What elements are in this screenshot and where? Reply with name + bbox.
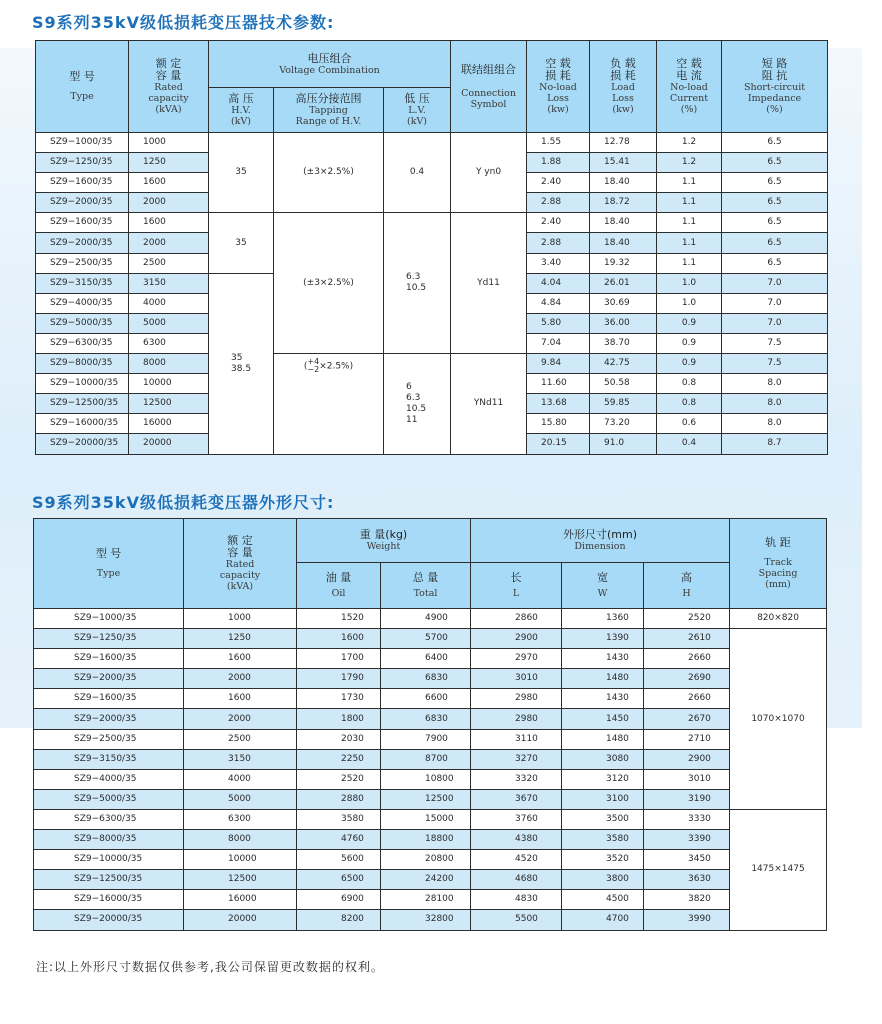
- cell-load-loss: 50.58: [590, 374, 657, 394]
- header-connection: 联结组组合 Connection Symbol: [451, 41, 527, 133]
- cell-load-loss: 30.69: [590, 293, 657, 313]
- cell-model: SZ9−12500/35: [34, 870, 184, 890]
- cell-load-loss: 38.70: [590, 333, 657, 353]
- cell-tapping-group: (±3×2.5%): [274, 213, 384, 354]
- cell-total: 10800: [381, 769, 471, 789]
- cell-length: 3670: [471, 789, 562, 809]
- cell-width: 1430: [562, 689, 644, 709]
- cell-load-loss: 42.75: [590, 354, 657, 374]
- cell-connection-group: Yd11: [451, 213, 527, 354]
- cell-total: 6400: [381, 649, 471, 669]
- cell-noload-loss: 4.84: [527, 293, 590, 313]
- cell-tapping-group: (±3×2.5%): [274, 133, 384, 213]
- cell-model: SZ9−6300/35: [36, 333, 129, 353]
- cell-capacity: 20000: [129, 434, 209, 454]
- cell-capacity: 4000: [184, 769, 297, 789]
- cell-length: 2970: [471, 649, 562, 669]
- cell-oil: 1520: [297, 609, 381, 629]
- cell-length: 2980: [471, 689, 562, 709]
- cell-noload-loss: 1.55: [527, 133, 590, 153]
- cell-capacity: 5000: [129, 313, 209, 333]
- cell-capacity: 1250: [129, 153, 209, 173]
- cell-model: SZ9−2500/35: [34, 729, 184, 749]
- cell-short-circuit: 7.0: [722, 313, 828, 333]
- cell-noload-current: 1.1: [657, 173, 722, 193]
- cell-height: 3990: [644, 910, 730, 930]
- cell-lv-group: 6 6.3 10.5 11: [384, 354, 451, 454]
- table-row: [34, 669, 827, 689]
- cell-noload-loss: 9.84: [527, 354, 590, 374]
- cell-model: SZ9−1250/35: [36, 153, 129, 173]
- cell-capacity: 2500: [184, 729, 297, 749]
- cell-load-loss: 73.20: [590, 414, 657, 434]
- cell-total: 20800: [381, 850, 471, 870]
- header-load-loss: 负 载 损 耗 Load Loss (kw): [590, 41, 657, 133]
- cell-noload-current: 0.9: [657, 354, 722, 374]
- cell-oil: 2520: [297, 769, 381, 789]
- tech-params-table: [35, 40, 828, 455]
- section2-title: S9系列35kV级低损耗变压器外形尺寸:: [32, 493, 335, 512]
- header-type: 型 号 Type: [34, 519, 184, 609]
- cell-load-loss: 18.40: [590, 233, 657, 253]
- cell-load-loss: 91.0: [590, 434, 657, 454]
- table-row: [34, 910, 827, 930]
- cell-model: SZ9−16000/35: [36, 414, 129, 434]
- cell-model: SZ9−3150/35: [34, 749, 184, 769]
- cell-width: 3100: [562, 789, 644, 809]
- cell-height: 2900: [644, 749, 730, 769]
- cell-load-loss: 18.40: [590, 173, 657, 193]
- cell-tapping-group: ( + − 4 2 ×2.5%): [274, 354, 384, 454]
- cell-capacity: 2000: [129, 233, 209, 253]
- cell-total: 4900: [381, 609, 471, 629]
- cell-model: SZ9−4000/35: [36, 293, 129, 313]
- cell-model: SZ9−1000/35: [36, 133, 129, 153]
- cell-capacity: 2000: [184, 709, 297, 729]
- cell-noload-loss: 20.15: [527, 434, 590, 454]
- cell-length: 3270: [471, 749, 562, 769]
- cell-short-circuit: 6.5: [722, 173, 828, 193]
- cell-noload-loss: 15.80: [527, 414, 590, 434]
- cell-capacity: 12500: [184, 870, 297, 890]
- cell-capacity: 4000: [129, 293, 209, 313]
- header-short-circuit: 短 路 阻 抗 Short-circuit Impedance (%): [722, 41, 828, 133]
- cell-load-loss: 26.01: [590, 273, 657, 293]
- cell-width: 3520: [562, 850, 644, 870]
- cell-model: SZ9−5000/35: [36, 313, 129, 333]
- cell-capacity: 16000: [184, 890, 297, 910]
- cell-width: 1430: [562, 649, 644, 669]
- cell-height: 2670: [644, 709, 730, 729]
- cell-length: 3760: [471, 809, 562, 829]
- table-row: [34, 789, 827, 809]
- cell-noload-current: 0.4: [657, 434, 722, 454]
- table-row: [34, 850, 827, 870]
- cell-oil: 5600: [297, 850, 381, 870]
- cell-noload-current: 1.1: [657, 233, 722, 253]
- cell-short-circuit: 8.0: [722, 394, 828, 414]
- cell-total: 15000: [381, 809, 471, 829]
- table-row: [34, 629, 827, 649]
- cell-noload-current: 1.1: [657, 213, 722, 233]
- cell-length: 2860: [471, 609, 562, 629]
- cell-model: SZ9−3150/35: [36, 273, 129, 293]
- header-capacity: 额 定 容 量 Rated capacity (kVA): [129, 41, 209, 133]
- cell-noload-current: 0.8: [657, 374, 722, 394]
- cell-oil: 2880: [297, 789, 381, 809]
- cell-noload-current: 1.1: [657, 253, 722, 273]
- cell-height: 3820: [644, 890, 730, 910]
- cell-length: 4830: [471, 890, 562, 910]
- dimensions-table: [33, 518, 827, 931]
- cell-capacity: 8000: [184, 830, 297, 850]
- cell-total: 8700: [381, 749, 471, 769]
- header-type: 型 号 Type: [36, 41, 129, 133]
- cell-model: SZ9−2000/35: [34, 669, 184, 689]
- cell-height: 2610: [644, 629, 730, 649]
- cell-lv-group: 6.3 10.5: [384, 213, 451, 354]
- cell-width: 4500: [562, 890, 644, 910]
- cell-short-circuit: 6.5: [722, 253, 828, 273]
- table-row: [34, 870, 827, 890]
- cell-short-circuit: 6.5: [722, 213, 828, 233]
- cell-width: 3800: [562, 870, 644, 890]
- cell-capacity: 16000: [129, 414, 209, 434]
- cell-track-spacing: 1475×1475: [730, 809, 827, 930]
- cell-hv-group: 35 38.5: [209, 273, 274, 454]
- cell-total: 6600: [381, 689, 471, 709]
- cell-height: 3330: [644, 809, 730, 829]
- cell-short-circuit: 7.0: [722, 293, 828, 313]
- cell-capacity: 1000: [129, 133, 209, 153]
- cell-model: SZ9−1600/35: [36, 213, 129, 233]
- cell-load-loss: 18.40: [590, 213, 657, 233]
- cell-model: SZ9−4000/35: [34, 769, 184, 789]
- cell-total: 12500: [381, 789, 471, 809]
- cell-length: 3320: [471, 769, 562, 789]
- header-total: 总 量 Total: [381, 563, 471, 609]
- cell-height: 2690: [644, 669, 730, 689]
- cell-width: 1360: [562, 609, 644, 629]
- cell-total: 6830: [381, 709, 471, 729]
- cell-noload-loss: 2.40: [527, 213, 590, 233]
- header-track-spacing: 轨 距 Track Spacing (mm): [730, 519, 827, 609]
- table-row: [36, 213, 828, 233]
- cell-length: 3110: [471, 729, 562, 749]
- header-tapping: 高压分接范围 Tapping Range of H.V.: [274, 88, 384, 133]
- table-row: [34, 769, 827, 789]
- cell-height: 3190: [644, 789, 730, 809]
- cell-hv-group: 35: [209, 213, 274, 273]
- cell-height: 2660: [644, 689, 730, 709]
- cell-height: 3630: [644, 870, 730, 890]
- cell-model: SZ9−16000/35: [34, 890, 184, 910]
- table-row: [36, 133, 828, 153]
- cell-model: SZ9−12500/35: [36, 394, 129, 414]
- cell-width: 1480: [562, 729, 644, 749]
- cell-noload-loss: 7.04: [527, 333, 590, 353]
- cell-noload-loss: 11.60: [527, 374, 590, 394]
- cell-oil: 8200: [297, 910, 381, 930]
- cell-oil: 1790: [297, 669, 381, 689]
- cell-length: 3010: [471, 669, 562, 689]
- cell-load-loss: 18.72: [590, 193, 657, 213]
- cell-noload-loss: 3.40: [527, 253, 590, 273]
- cell-noload-loss: 5.80: [527, 313, 590, 333]
- cell-model: SZ9−20000/35: [34, 910, 184, 930]
- cell-short-circuit: 6.5: [722, 193, 828, 213]
- cell-model: SZ9−6300/35: [34, 809, 184, 829]
- cell-noload-current: 1.0: [657, 273, 722, 293]
- cell-model: SZ9−1600/35: [34, 689, 184, 709]
- cell-noload-current: 1.0: [657, 293, 722, 313]
- header-width: 宽 W: [562, 563, 644, 609]
- table-row: [34, 809, 827, 829]
- cell-noload-current: 0.8: [657, 394, 722, 414]
- header-height: 高 H: [644, 563, 730, 609]
- cell-capacity: 2500: [129, 253, 209, 273]
- cell-length: 5500: [471, 910, 562, 930]
- cell-load-loss: 15.41: [590, 153, 657, 173]
- cell-oil: 1600: [297, 629, 381, 649]
- cell-length: 4380: [471, 830, 562, 850]
- cell-width: 3080: [562, 749, 644, 769]
- cell-noload-loss: 2.40: [527, 173, 590, 193]
- table-row: [34, 609, 827, 629]
- cell-noload-current: 0.9: [657, 313, 722, 333]
- cell-length: 4520: [471, 850, 562, 870]
- cell-capacity: 1600: [129, 213, 209, 233]
- cell-total: 32800: [381, 910, 471, 930]
- cell-short-circuit: 6.5: [722, 153, 828, 173]
- header-capacity: 额 定 容 量 Rated capacity (kVA): [184, 519, 297, 609]
- cell-oil: 1800: [297, 709, 381, 729]
- cell-height: 2520: [644, 609, 730, 629]
- header-weight: 重 量(kg) Weight: [297, 519, 471, 563]
- cell-height: 3450: [644, 850, 730, 870]
- cell-noload-current: 1.2: [657, 133, 722, 153]
- cell-oil: 6900: [297, 890, 381, 910]
- cell-noload-loss: 2.88: [527, 193, 590, 213]
- cell-oil: 1730: [297, 689, 381, 709]
- table-row: [34, 729, 827, 749]
- header-dimension: 外形尺寸(mm) Dimension: [471, 519, 730, 563]
- cell-hv-group: 35: [209, 133, 274, 213]
- cell-oil: 1700: [297, 649, 381, 669]
- cell-model: SZ9−2000/35: [36, 193, 129, 213]
- cell-model: SZ9−1600/35: [36, 173, 129, 193]
- cell-oil: 2030: [297, 729, 381, 749]
- cell-width: 1450: [562, 709, 644, 729]
- cell-height: 3010: [644, 769, 730, 789]
- cell-model: SZ9−5000/35: [34, 789, 184, 809]
- table-row: [34, 709, 827, 729]
- cell-model: SZ9−2000/35: [36, 233, 129, 253]
- cell-total: 7900: [381, 729, 471, 749]
- cell-oil: 2250: [297, 749, 381, 769]
- header-oil: 油 量 Oil: [297, 563, 381, 609]
- table-row: [34, 890, 827, 910]
- cell-oil: 4760: [297, 830, 381, 850]
- table-row: [34, 689, 827, 709]
- cell-capacity: 20000: [184, 910, 297, 930]
- cell-model: SZ9−10000/35: [36, 374, 129, 394]
- footnote: 注:以上外形尺寸数据仅供参考,我公司保留更改数据的权利。: [36, 960, 384, 974]
- cell-noload-loss: 2.88: [527, 233, 590, 253]
- cell-connection-group: YNd11: [451, 354, 527, 454]
- cell-height: 3390: [644, 830, 730, 850]
- cell-height: 2710: [644, 729, 730, 749]
- cell-load-loss: 36.00: [590, 313, 657, 333]
- cell-width: 3500: [562, 809, 644, 829]
- cell-total: 28100: [381, 890, 471, 910]
- header-lv: 低 压 L.V. (kV): [384, 88, 451, 133]
- cell-track-spacing: 1070×1070: [730, 629, 827, 810]
- table-row: [34, 649, 827, 669]
- cell-model: SZ9−20000/35: [36, 434, 129, 454]
- cell-short-circuit: 7.0: [722, 273, 828, 293]
- cell-capacity: 1600: [129, 173, 209, 193]
- header-noload-loss: 空 载 损 耗 No-load Loss (kw): [527, 41, 590, 133]
- cell-capacity: 1600: [184, 649, 297, 669]
- cell-length: 4680: [471, 870, 562, 890]
- cell-noload-current: 1.1: [657, 193, 722, 213]
- cell-capacity: 2000: [184, 669, 297, 689]
- cell-model: SZ9−2000/35: [34, 709, 184, 729]
- cell-model: SZ9−8000/35: [34, 830, 184, 850]
- table-row: [34, 749, 827, 769]
- cell-oil: 6500: [297, 870, 381, 890]
- cell-lv-group: 0.4: [384, 133, 451, 213]
- cell-capacity: 2000: [129, 193, 209, 213]
- cell-short-circuit: 8.0: [722, 414, 828, 434]
- cell-width: 1390: [562, 629, 644, 649]
- cell-total: 6830: [381, 669, 471, 689]
- cell-capacity: 5000: [184, 789, 297, 809]
- cell-noload-current: 0.6: [657, 414, 722, 434]
- cell-model: SZ9−1250/35: [34, 629, 184, 649]
- cell-noload-loss: 1.88: [527, 153, 590, 173]
- header-length: 长 L: [471, 563, 562, 609]
- cell-short-circuit: 8.7: [722, 434, 828, 454]
- cell-capacity: 12500: [129, 394, 209, 414]
- cell-model: SZ9−1600/35: [34, 649, 184, 669]
- cell-short-circuit: 6.5: [722, 133, 828, 153]
- table-row: [36, 354, 828, 374]
- cell-capacity: 3150: [184, 749, 297, 769]
- cell-short-circuit: 8.0: [722, 374, 828, 394]
- cell-noload-loss: 13.68: [527, 394, 590, 414]
- cell-capacity: 3150: [129, 273, 209, 293]
- cell-connection-group: Y yn0: [451, 133, 527, 213]
- cell-noload-loss: 4.04: [527, 273, 590, 293]
- cell-width: 1480: [562, 669, 644, 689]
- cell-length: 2980: [471, 709, 562, 729]
- cell-total: 18800: [381, 830, 471, 850]
- cell-capacity: 10000: [129, 374, 209, 394]
- cell-noload-current: 0.9: [657, 333, 722, 353]
- cell-total: 24200: [381, 870, 471, 890]
- cell-load-loss: 59.85: [590, 394, 657, 414]
- table-row: [34, 830, 827, 850]
- header-noload-current: 空 载 电 流 No-load Current (%): [657, 41, 722, 133]
- cell-track-spacing: 820×820: [730, 609, 827, 629]
- cell-capacity: 6300: [184, 809, 297, 829]
- cell-capacity: 1000: [184, 609, 297, 629]
- cell-width: 4700: [562, 910, 644, 930]
- cell-width: 3580: [562, 830, 644, 850]
- cell-capacity: 10000: [184, 850, 297, 870]
- cell-load-loss: 19.32: [590, 253, 657, 273]
- cell-width: 3120: [562, 769, 644, 789]
- cell-capacity: 1250: [184, 629, 297, 649]
- cell-short-circuit: 7.5: [722, 333, 828, 353]
- cell-model: SZ9−2500/35: [36, 253, 129, 273]
- cell-short-circuit: 6.5: [722, 233, 828, 253]
- cell-noload-current: 1.2: [657, 153, 722, 173]
- header-voltage-combination: 电压组合 Voltage Combination: [209, 41, 451, 88]
- cell-capacity: 1600: [184, 689, 297, 709]
- header-hv: 高 压 H.V. (kV): [209, 88, 274, 133]
- section1-title: S9系列35kV级低损耗变压器技术参数:: [32, 13, 335, 32]
- cell-capacity: 8000: [129, 354, 209, 374]
- cell-total: 5700: [381, 629, 471, 649]
- cell-length: 2900: [471, 629, 562, 649]
- cell-capacity: 6300: [129, 333, 209, 353]
- cell-short-circuit: 7.5: [722, 354, 828, 374]
- cell-height: 2660: [644, 649, 730, 669]
- cell-oil: 3580: [297, 809, 381, 829]
- cell-load-loss: 12.78: [590, 133, 657, 153]
- cell-model: SZ9−8000/35: [36, 354, 129, 374]
- cell-model: SZ9−10000/35: [34, 850, 184, 870]
- cell-model: SZ9−1000/35: [34, 609, 184, 629]
